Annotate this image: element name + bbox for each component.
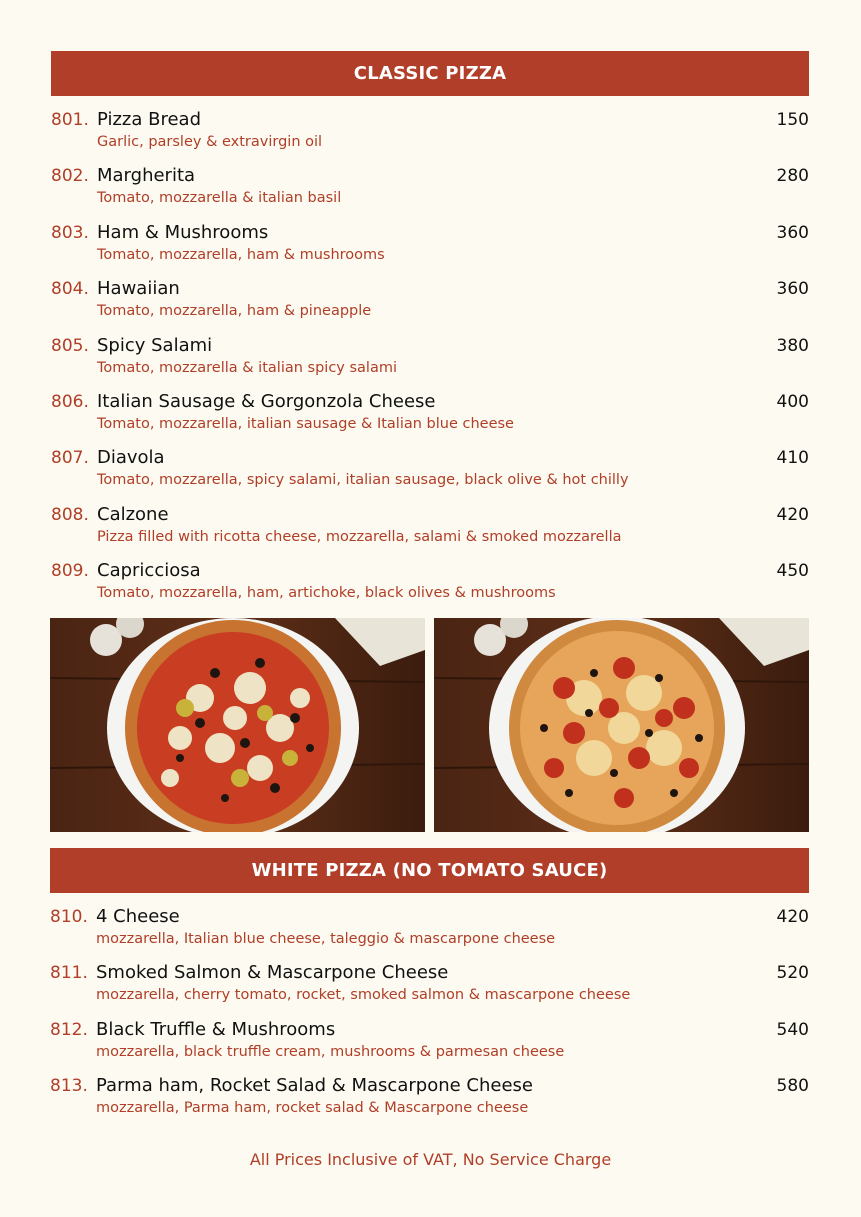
item-description: Tomato, mozzarella, ham & mushrooms — [97, 246, 385, 263]
item-number: 802. — [51, 166, 89, 187]
section-banner-white-pizza — [50, 848, 809, 893]
item-name: Pizza Bread — [97, 109, 201, 130]
item-number: 807. — [51, 448, 89, 469]
item-name: Capricciosa — [97, 560, 201, 582]
item-name: Spicy Salami — [97, 334, 213, 356]
item-description: Tomato, mozzarella & italian basil — [97, 190, 342, 207]
menu-list-classic — [51, 109, 809, 617]
item-number: 809. — [51, 561, 89, 582]
menu-item — [50, 906, 809, 962]
item-description: Tomato, mozzarella, italian sausage & Italian blue cheese — [97, 415, 514, 432]
menu-item — [50, 1075, 809, 1131]
item-price: 420 — [776, 907, 809, 927]
menu-item — [51, 447, 809, 503]
item-price: 150 — [776, 110, 809, 130]
item-description: mozzarella, black truffle cream, mushrooms & parmesan cheese — [96, 1043, 565, 1060]
item-number: 801. — [51, 110, 89, 130]
item-number: 806. — [51, 391, 89, 412]
item-price: 520 — [776, 963, 809, 984]
item-number: 803. — [51, 222, 89, 243]
item-name: Ham & Mushrooms — [97, 221, 269, 243]
pizza-photo-capricciosa — [50, 618, 425, 832]
vat-notice: All Prices Inclusive of VAT, No Service Charge — [249, 1150, 612, 1169]
menu-item — [51, 335, 809, 391]
menu-item — [51, 222, 809, 278]
item-price: 360 — [776, 222, 809, 243]
menu-item — [51, 109, 809, 165]
item-description: mozzarella, Parma ham, rocket salad & Mascarpone cheese — [96, 1100, 529, 1117]
item-name: Margherita — [97, 165, 196, 187]
item-description: Tomato, mozzarella & italian spicy salami — [97, 359, 397, 376]
section-banner-classic-pizza — [51, 51, 809, 96]
menu-item — [51, 165, 809, 221]
item-number: 808. — [51, 504, 89, 525]
item-name: Parma ham, Rocket Salad & Mascarpone Cheese — [96, 1075, 533, 1097]
item-number: 811. — [50, 963, 88, 984]
item-number: 813. — [50, 1076, 88, 1097]
item-number: 804. — [51, 279, 89, 300]
menu-item — [50, 1019, 809, 1075]
item-description: mozzarella, Italian blue cheese, taleggio & mascarpone cheese — [96, 931, 556, 947]
item-number: 812. — [50, 1019, 88, 1040]
item-name: Smoked Salmon & Mascarpone Cheese — [96, 962, 449, 984]
item-number: 805. — [51, 335, 89, 356]
item-price: 540 — [776, 1019, 809, 1040]
item-name: Italian Sausage & Gorgonzola Cheese — [97, 390, 436, 412]
item-description: Tomato, mozzarella, spicy salami, italian sausage, black olive & hot chilly — [97, 472, 629, 489]
item-price: 450 — [776, 561, 809, 582]
item-price: 580 — [776, 1076, 809, 1097]
item-name: Hawaiian — [97, 278, 180, 300]
menu-item — [51, 504, 809, 560]
menu-list-white — [50, 906, 809, 1132]
menu-item — [51, 278, 809, 334]
item-number: 810. — [50, 907, 88, 927]
item-price: 380 — [776, 335, 809, 356]
item-description: mozzarella, cherry tomato, rocket, smoked salmon & mascarpone cheese — [96, 987, 631, 1004]
item-description: Garlic, parsley & extravirgin oil — [97, 134, 323, 150]
item-name: Black Truffle & Mushrooms — [96, 1018, 336, 1040]
item-description: Pizza filled with ricotta cheese, mozzarella, salami & smoked mozzarella — [97, 528, 622, 545]
pizza-illustration — [434, 618, 809, 832]
item-name: Calzone — [97, 503, 169, 525]
section-title: CLASSIC PIZZA — [353, 63, 507, 84]
item-price: 400 — [776, 391, 809, 412]
item-description: Tomato, mozzarella, ham, artichoke, black olives & mushrooms — [97, 585, 556, 602]
item-price: 410 — [776, 448, 809, 469]
pizza-illustration — [50, 618, 425, 832]
section-title: WHITE PIZZA (NO TOMATO SAUCE) — [251, 860, 608, 881]
menu-item — [50, 962, 809, 1018]
item-price: 360 — [776, 279, 809, 300]
menu-item — [51, 560, 809, 616]
item-price: 280 — [776, 166, 809, 187]
item-price: 420 — [776, 504, 809, 525]
menu-item — [51, 391, 809, 447]
item-description: Tomato, mozzarella, ham & pineapple — [97, 303, 372, 320]
item-name: 4 Cheese — [96, 906, 180, 927]
item-name: Diavola — [97, 447, 165, 469]
pizza-photo-diavola — [434, 618, 809, 832]
